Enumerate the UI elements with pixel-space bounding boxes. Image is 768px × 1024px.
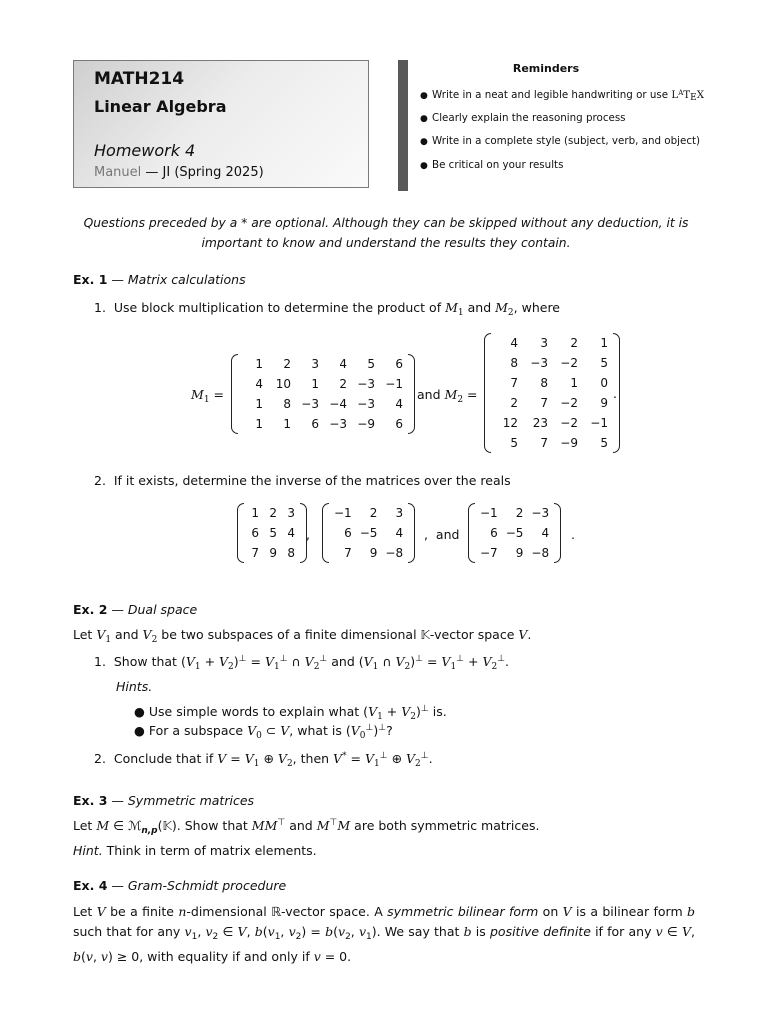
- matrix-cell: 3: [395, 506, 404, 520]
- matrix-cell: 3: [540, 336, 548, 350]
- matrix-cell: 8: [283, 397, 291, 411]
- matrix-cell: 4: [510, 336, 518, 350]
- hints-label: Hints.: [116, 679, 153, 694]
- matrix-cell: −9: [560, 436, 578, 450]
- matrix-cell: 5: [269, 526, 277, 540]
- hint-item: ● Use simple words to explain what $(V_1 + V_2)^\perp$ is.: [134, 704, 447, 722]
- period: .: [613, 386, 617, 401]
- homework-title: Homework 4: [94, 141, 196, 160]
- matrix-cell: 8: [540, 376, 548, 390]
- matrix-cell: 4: [255, 377, 263, 391]
- matrix-cell: 4: [287, 526, 295, 540]
- matrix-cell: 9: [515, 546, 524, 560]
- matrix-m1: [231, 354, 415, 434]
- matrix-cell: 8: [287, 546, 295, 560]
- latex-logo: $L^AT_EX$: [671, 89, 705, 103]
- matrix-cell: 6: [344, 526, 352, 540]
- matrix-cell: 1: [255, 417, 263, 431]
- bracket-left: [322, 503, 329, 563]
- matrix-cell: 1: [600, 336, 608, 350]
- reminder-item: ● Write in a neat and legible handwriting or use $L^AT_EX$: [420, 89, 705, 103]
- matrix-cell: 7: [540, 396, 548, 410]
- ex4-text: Let V be a finite n-dimensional ℝ-vector space. A symmetric bilinear form on V is a bilinear form b such that for any $v_1$, $v_2$ ∈ V, $b(v_1$, $v_2) = b(v_2$, $v_1$). We say that b is positive definite if for any v ∈ V, b(v, v) ≥ 0, with equality if and only if v = 0.: [73, 904, 695, 964]
- bracket-right: [554, 503, 561, 563]
- ex2-heading: Ex. 2 — Dual space: [73, 602, 198, 617]
- reminder-item: ● Write in a complete style (subject, verb, and object): [420, 135, 701, 147]
- matrix-cell: −1: [480, 506, 498, 520]
- matrix-cell: 1: [255, 397, 263, 411]
- matrix-cell: −8: [531, 546, 550, 560]
- matrix-cell: 2: [369, 506, 378, 520]
- comma: ,: [306, 527, 310, 542]
- matrix-cell: 6: [251, 526, 259, 540]
- homework-meta: [94, 165, 264, 180]
- reminder-item: ● Clearly explain the reasoning process: [420, 112, 626, 124]
- matrix-cell: 5: [367, 357, 375, 371]
- bracket-right: [408, 503, 415, 563]
- ex2-intro: Let $V_1$ and $V_2$ be two subspaces of a finite dimensional 𝕂-vector space V.: [73, 627, 532, 645]
- matrix-cell: −2: [560, 416, 578, 430]
- matrix-cell: 1: [251, 506, 259, 520]
- matrix-cell: 6: [490, 526, 498, 540]
- hint-item: ● For a subspace $V_0$ ⊂ V, what is $(V_0^\perp)^\perp$?: [134, 723, 393, 741]
- matrix-cell: 1: [283, 417, 291, 431]
- period: .: [571, 527, 575, 542]
- and-text: , and: [424, 527, 460, 542]
- course-name: Linear Algebra: [94, 97, 227, 116]
- matrix-m2: [484, 333, 620, 453]
- matrix-cell: 2: [283, 357, 291, 371]
- bracket-right: [408, 354, 415, 434]
- ex3-hint: Hint. Think in term of matrix elements.: [73, 843, 317, 858]
- matrix-cell: 10: [275, 377, 291, 391]
- matrix-cell: 6: [395, 357, 403, 371]
- ex1-heading: Ex. 1 — Matrix calculations: [73, 272, 246, 287]
- bracket-left: [231, 354, 238, 434]
- matrix-cell: 4: [541, 526, 550, 540]
- matrix-cell: 4: [395, 526, 404, 540]
- matrix-cell: 2: [269, 506, 277, 520]
- matrix-cell: 3: [287, 506, 295, 520]
- term: JI (Spring 2025): [162, 165, 264, 180]
- matrix-cell: −3: [357, 377, 375, 391]
- matrix-cell: 0: [600, 376, 608, 390]
- matrix-cell: 2: [339, 377, 347, 391]
- matrix-cell: 1: [255, 357, 263, 371]
- reminders-sidebar-bar: [398, 60, 408, 191]
- matrix-cell: 4: [339, 357, 347, 371]
- matrix-cell: 23: [532, 416, 548, 430]
- matrix-cell: 7: [344, 546, 352, 560]
- dash: —: [141, 165, 163, 180]
- matrix-a: [237, 503, 307, 563]
- ex4-heading: Ex. 4 — Gram-Schmidt procedure: [73, 878, 287, 893]
- matrix-cell: −1: [334, 506, 352, 520]
- matrix-cell: −1: [385, 377, 403, 391]
- matrix-cell: 6: [395, 417, 403, 431]
- m2-label: and $M_2$ =: [417, 387, 478, 405]
- matrix-cell: 9: [269, 546, 277, 560]
- matrix-c: [468, 503, 561, 563]
- matrix-cell: −4: [329, 397, 347, 411]
- matrix-cell: 5: [510, 436, 518, 450]
- intro-note: Questions preceded by a * are optional. Although they can be skipped without any deduction, it is important to know and understand the results they contain.: [83, 216, 689, 250]
- matrix-cell: −3: [301, 397, 319, 411]
- matrix-cell: −9: [357, 417, 375, 431]
- reminder-item: ● Be critical on your results: [420, 159, 564, 171]
- ex1-q1: 1. Use block multiplication to determine the product of $M_1$ and $M_2$, where: [94, 300, 561, 318]
- matrix-cell: −1: [590, 416, 608, 430]
- matrix-cell: 7: [251, 546, 259, 560]
- m1-label: $M_1$ =: [191, 387, 224, 405]
- matrix-cell: 2: [515, 506, 524, 520]
- matrix-cell: 9: [600, 396, 608, 410]
- matrix-cell: −3: [329, 417, 347, 431]
- matrix-b: [322, 503, 415, 563]
- reminders-title: Reminders: [512, 62, 580, 75]
- matrix-cell: 4: [395, 397, 403, 411]
- matrix-cell: −3: [531, 506, 550, 520]
- matrix-cell: 8: [510, 356, 518, 370]
- matrix-cell: −7: [480, 546, 498, 560]
- course-header-box: [73, 60, 369, 188]
- matrix-cell: 3: [311, 357, 319, 371]
- matrix-cell: 5: [600, 436, 608, 450]
- matrix-cell: 9: [369, 546, 378, 560]
- matrix-cell: 2: [510, 396, 518, 410]
- matrix-cell: −3: [530, 356, 548, 370]
- matrix-cell: −5: [505, 526, 524, 540]
- ex2-q1: 1. Show that $(V_1 + V_2)^\perp = V_1^\perp$ ∩ $V_2^\perp$ and ($V_1$ ∩ $V_2)^\perp = V_1^\perp + V_2^\perp$.: [94, 654, 510, 672]
- ex2-q2: 2. Conclude that if $V = V_1$ ⊕ $V_2$, then $V^* = V_1^\perp$ ⊕ $V_2^\perp$.: [94, 751, 433, 769]
- ex3-text: Let M ∈ ℳ$_{n,p}$(𝕂). Show that MM⊤ and M⊤M are both symmetric matrices.: [73, 818, 540, 836]
- author: Manuel: [94, 165, 142, 180]
- matrix-cell: −2: [560, 356, 578, 370]
- matrix-cell: −2: [560, 396, 578, 410]
- matrix-cell: 7: [510, 376, 518, 390]
- matrix-cell: −5: [359, 526, 378, 540]
- matrix-cell: 1: [311, 377, 319, 391]
- ex1-q2: 2. If it exists, determine the inverse of the matrices over the reals: [94, 473, 511, 488]
- matrix-cell: 12: [502, 416, 518, 430]
- matrix-cell: 1: [570, 376, 578, 390]
- bracket-left: [468, 503, 475, 563]
- matrix-cell: 6: [311, 417, 319, 431]
- bracket-left: [237, 503, 244, 563]
- matrix-cell: 5: [600, 356, 608, 370]
- matrix-cell: 7: [540, 436, 548, 450]
- ex3-heading: Ex. 3 — Symmetric matrices: [73, 793, 255, 808]
- matrix-cell: −8: [385, 546, 404, 560]
- course-code: MATH214: [94, 69, 185, 89]
- bracket-left: [484, 333, 491, 453]
- matrix-cell: −3: [357, 397, 375, 411]
- matrix-cell: 2: [570, 336, 578, 350]
